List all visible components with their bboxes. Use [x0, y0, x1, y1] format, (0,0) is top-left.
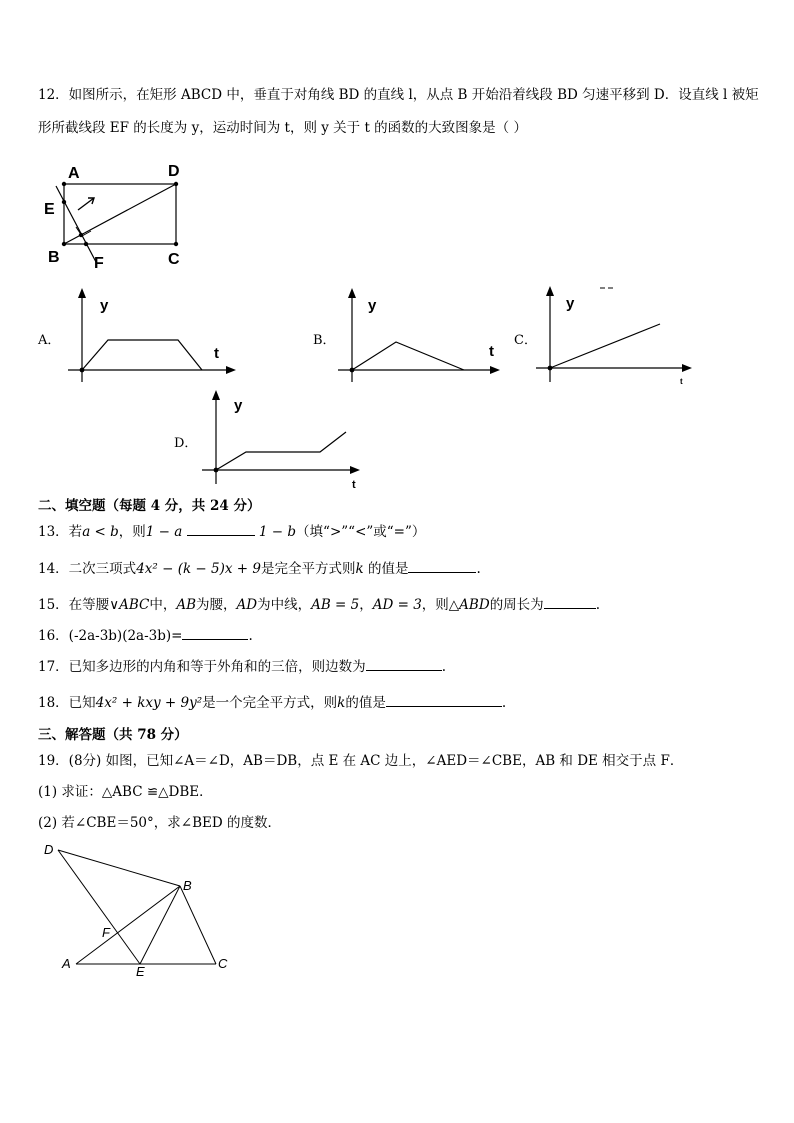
t-label: t: [680, 377, 683, 386]
point-a: [62, 182, 66, 186]
q17-answer-blank[interactable]: [366, 656, 442, 671]
y-arrow: [546, 286, 554, 296]
q14-prefix: 14．二次三项式: [38, 561, 137, 577]
segment-eb: [140, 886, 180, 964]
q12-line2: 形所截线段 EF 的长度为 y，运动时间为 t，则 y 关于 t 的函数的大致图象是（ ）: [38, 120, 527, 136]
q19-line1: 19．(8分) 如图，已知∠A＝∠D，AB＝DB，点 E 在 AC 边上，∠AED＝∠CBE，AB 和 DE 相交于点 F．: [38, 753, 684, 769]
q14-mid: 是完全平方式则: [261, 561, 356, 577]
t-arrow: [490, 366, 500, 374]
label-c: C: [168, 251, 180, 268]
option-d-label: D．: [174, 436, 198, 451]
q15-tri: ∨ABC: [109, 597, 150, 613]
q19-part1: (1) 求证：△ABC ≌△DBE．: [38, 784, 213, 800]
t-label: t: [489, 343, 494, 360]
q16-answer-blank[interactable]: [182, 625, 248, 640]
q18-expr: 4x² + kxy + 9y²: [95, 695, 203, 711]
label-b: B: [48, 249, 60, 266]
q15-tri2: △ABD: [448, 597, 490, 613]
q18: [38, 691, 506, 711]
q13-cond: a < b: [82, 524, 119, 540]
q13-mid: ，则: [118, 524, 146, 540]
point-f: [84, 242, 88, 246]
t-arrow: [682, 364, 692, 372]
label-f: F: [94, 255, 104, 272]
triangle-figure: [40, 836, 240, 978]
q13-answer-blank[interactable]: [187, 521, 255, 536]
y-label: y: [368, 297, 377, 314]
q15-ad: AD: [236, 597, 258, 613]
label-e: E: [136, 964, 145, 978]
q15-mid4: ，则: [421, 597, 449, 613]
q15-eq2: AD = 3: [372, 597, 422, 613]
q13-rhs: 1 − b: [258, 524, 297, 540]
label-a: A: [62, 956, 71, 971]
q16-text: 16．(-2a-3b)(2a-3b)=: [38, 628, 183, 644]
option-a-graph: [62, 286, 242, 386]
q17-text: 17．已知多边形的内角和等于外角和的三倍，则边数为: [38, 659, 366, 675]
curve-b: [352, 342, 464, 370]
q14-expr: 4x² − (k − 5)x + 9: [136, 561, 261, 577]
label-e: E: [44, 201, 55, 218]
t-arrow: [226, 366, 236, 374]
curve-c: [550, 324, 660, 368]
q14-end: .: [476, 561, 481, 577]
label-a: A: [68, 165, 80, 182]
q15-mid3: 为中线，: [257, 597, 312, 613]
section2-heading: 二、填空题（每题 4 分，共 24 分）: [38, 498, 261, 514]
y-label: y: [234, 397, 243, 414]
section3-heading: 三、解答题（共 78 分）: [38, 727, 188, 743]
t-label: t: [352, 479, 356, 491]
t-label: t: [214, 345, 219, 362]
q15-answer-blank[interactable]: [544, 594, 596, 609]
direction-arrow: [78, 198, 94, 210]
t-arrow: [350, 466, 360, 474]
q15: [38, 593, 600, 613]
label-b: B: [183, 878, 192, 893]
option-b-label: B．: [313, 333, 336, 348]
q13-lhs: 1 − a: [145, 524, 183, 540]
segment-db: [58, 850, 180, 886]
curve-d: [216, 432, 346, 470]
q13-suffix: （填“>”“<”或“=”）: [296, 524, 426, 540]
q15-ab: AB: [176, 597, 196, 613]
q18-suffix: 的值是: [345, 695, 386, 711]
point-c: [174, 242, 178, 246]
q15-mid1: 中，: [149, 597, 177, 613]
q14: [38, 557, 481, 577]
q18-answer-blank[interactable]: [386, 692, 502, 707]
q14-suffix: 的值是: [367, 561, 409, 577]
label-d: D: [44, 842, 54, 857]
option-d-graph: [196, 388, 372, 492]
option-c-graph: [530, 282, 706, 386]
y-label: y: [566, 295, 575, 312]
rectangle-abcd-figure: [38, 158, 198, 278]
q14-answer-blank[interactable]: [408, 558, 476, 573]
point-on-diagonal: [79, 233, 83, 237]
point-e: [62, 200, 66, 204]
label-c: C: [218, 956, 228, 971]
q15-sep: ，: [359, 597, 373, 613]
option-b-graph: [332, 286, 512, 386]
point-d: [174, 182, 178, 186]
q15-suffix: 的周长为: [489, 597, 544, 613]
segment-ab: [76, 886, 180, 964]
q18-mid: 是一个完全平方式，则: [202, 695, 338, 711]
point-b: [62, 242, 66, 246]
label-f: F: [102, 925, 110, 940]
q13-prefix: 13．若: [38, 524, 83, 540]
option-c-label: C．: [514, 333, 537, 348]
q19-part2: (2) 若∠CBE＝50°，求∠BED 的度数．: [38, 815, 281, 831]
q18-var: k: [337, 695, 346, 711]
curve-a: [82, 340, 202, 370]
q18-prefix: 18．已知: [38, 695, 96, 711]
option-a-label: A．: [38, 333, 61, 348]
y-label: y: [100, 297, 109, 314]
q13: [38, 520, 425, 540]
q14-var: k: [355, 561, 364, 577]
q17-end: .: [441, 659, 446, 675]
q15-mid2: 为腰，: [196, 597, 237, 613]
segment-bc: [180, 886, 216, 964]
y-arrow: [212, 390, 220, 400]
y-arrow: [78, 288, 86, 298]
q16: [38, 624, 253, 644]
q18-end: .: [501, 695, 507, 711]
y-arrow: [348, 288, 356, 298]
q12-line1: 12．如图所示，在矩形 ABCD 中，垂直于对角线 BD 的直线 l，从点 B 开始沿着线段 BD 匀速平移到 D．设直线 l 被矩: [38, 87, 759, 103]
q15-eq1: AB = 5: [311, 597, 360, 613]
q15-end: .: [595, 597, 600, 613]
q16-end: .: [248, 628, 253, 644]
label-d: D: [168, 163, 180, 180]
q15-prefix: 15．在等腰: [38, 597, 110, 613]
q17: [38, 655, 446, 675]
